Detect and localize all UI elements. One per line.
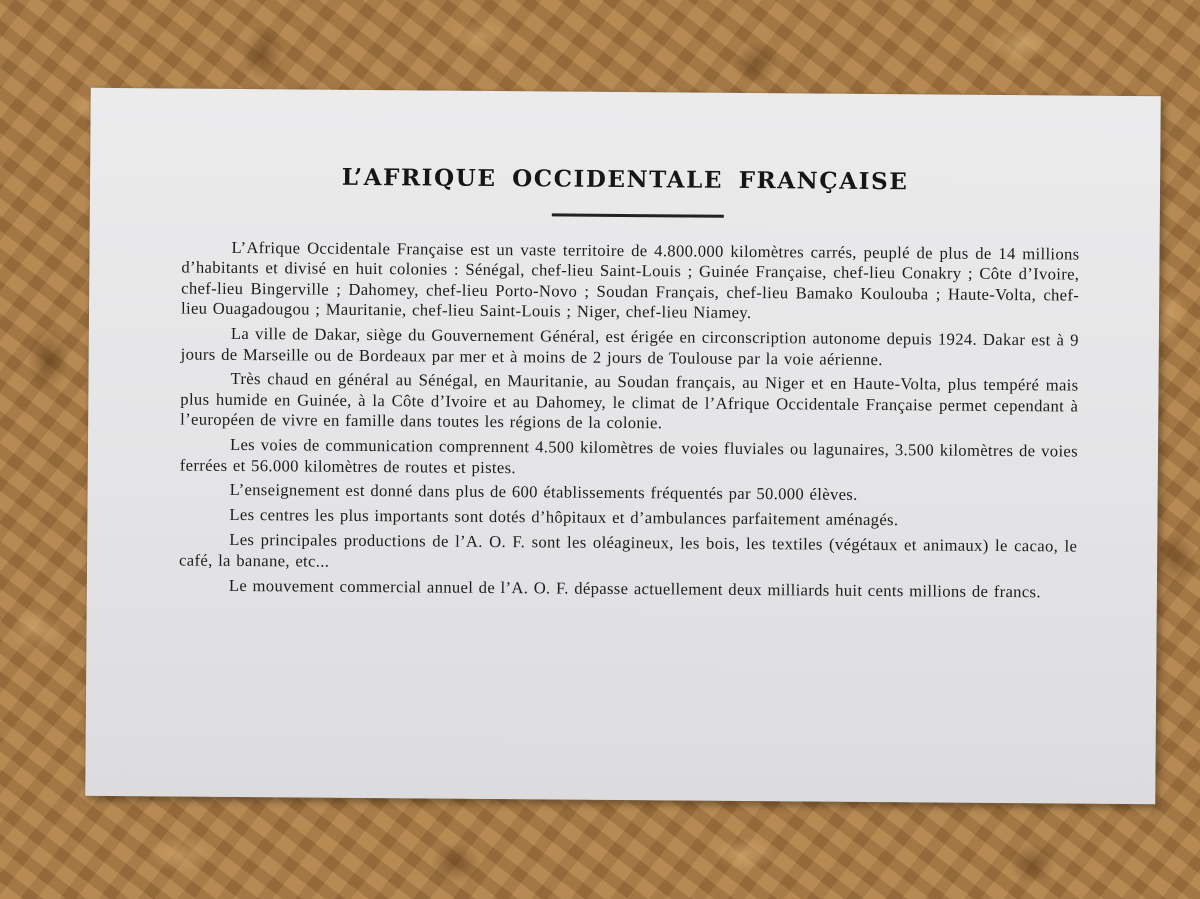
paragraph-territory: L’Afrique Occidentale Française est un vaste territoire de 4.800.000 kilomètres carrés, peuplé de plus de 14 millions d’habitants et divisé en huit colonies : Sénégal, chef-lieu Saint-Louis ; Guinée Française, chef-lieu Conakry ; Côte d’Ivoire, chef-lieu Bingerville ; Dahomey, chef-lieu Porto-Novo ; Soudan Français, chef-lieu Bamako Koulouba ; Haute-Volta, chef-lieu Ouagadougou ; Mauritanie, chef-lieu Saint-Louis ; Niger, chef-lieu Niamey. [180, 237, 1080, 323]
paragraph-climate: Très chaud en général au Sénégal, en Mauritanie, au Soudan français, au Niger et en Haute-Volta, plus tempéré mais plus humide en Guinée, à la Côte d’Ivoire et au Dahomey, le climat de l’Afrique Occidentale Française permet cependant à l’européen de vivre en famille dans toutes les régions de la colonie. [180, 369, 1079, 433]
card-body [179, 238, 1080, 608]
paragraph-commerce: Le mouvement commercial annuel de l’A. O. F. dépasse actuellement deux milliards huit cents millions de francs. [228, 575, 1041, 601]
title-underline [552, 213, 724, 217]
postcard [85, 88, 1161, 804]
paragraph-hospitals: Les centres les plus importants sont dotés d’hôpitaux et d’ambulances parfaitement aménagés. [229, 505, 899, 530]
paragraph-dakar: La ville de Dakar, siège du Gouvernement Général, est érigée en circonscription autonome depuis 1924. Dakar est à 9 jours de Marseille ou de Bordeaux par mer et à moins de 2 jours de Toulouse par la voie aérienne. [180, 324, 1079, 369]
paragraph-education: L’enseignement est donné dans plus de 600 établissements fréquentés par 50.000 élèves. [229, 480, 858, 505]
card-title: L’AFRIQUE OCCIDENTALE FRANÇAISE [341, 163, 909, 196]
paragraph-productions: Les principales productions de l’A. O. F. sont les oléagineux, les bois, les textiles (végétaux et animaux) le cacao, le café, la banane, etc... [179, 530, 1078, 571]
paragraph-communications: Les voies de communication comprennent 4.500 kilomètres de voies fluviales ou lagunaires, 3.500 kilomètres de voies ferrées et 56.000 kilomètres de routes et pistes. [179, 435, 1079, 477]
